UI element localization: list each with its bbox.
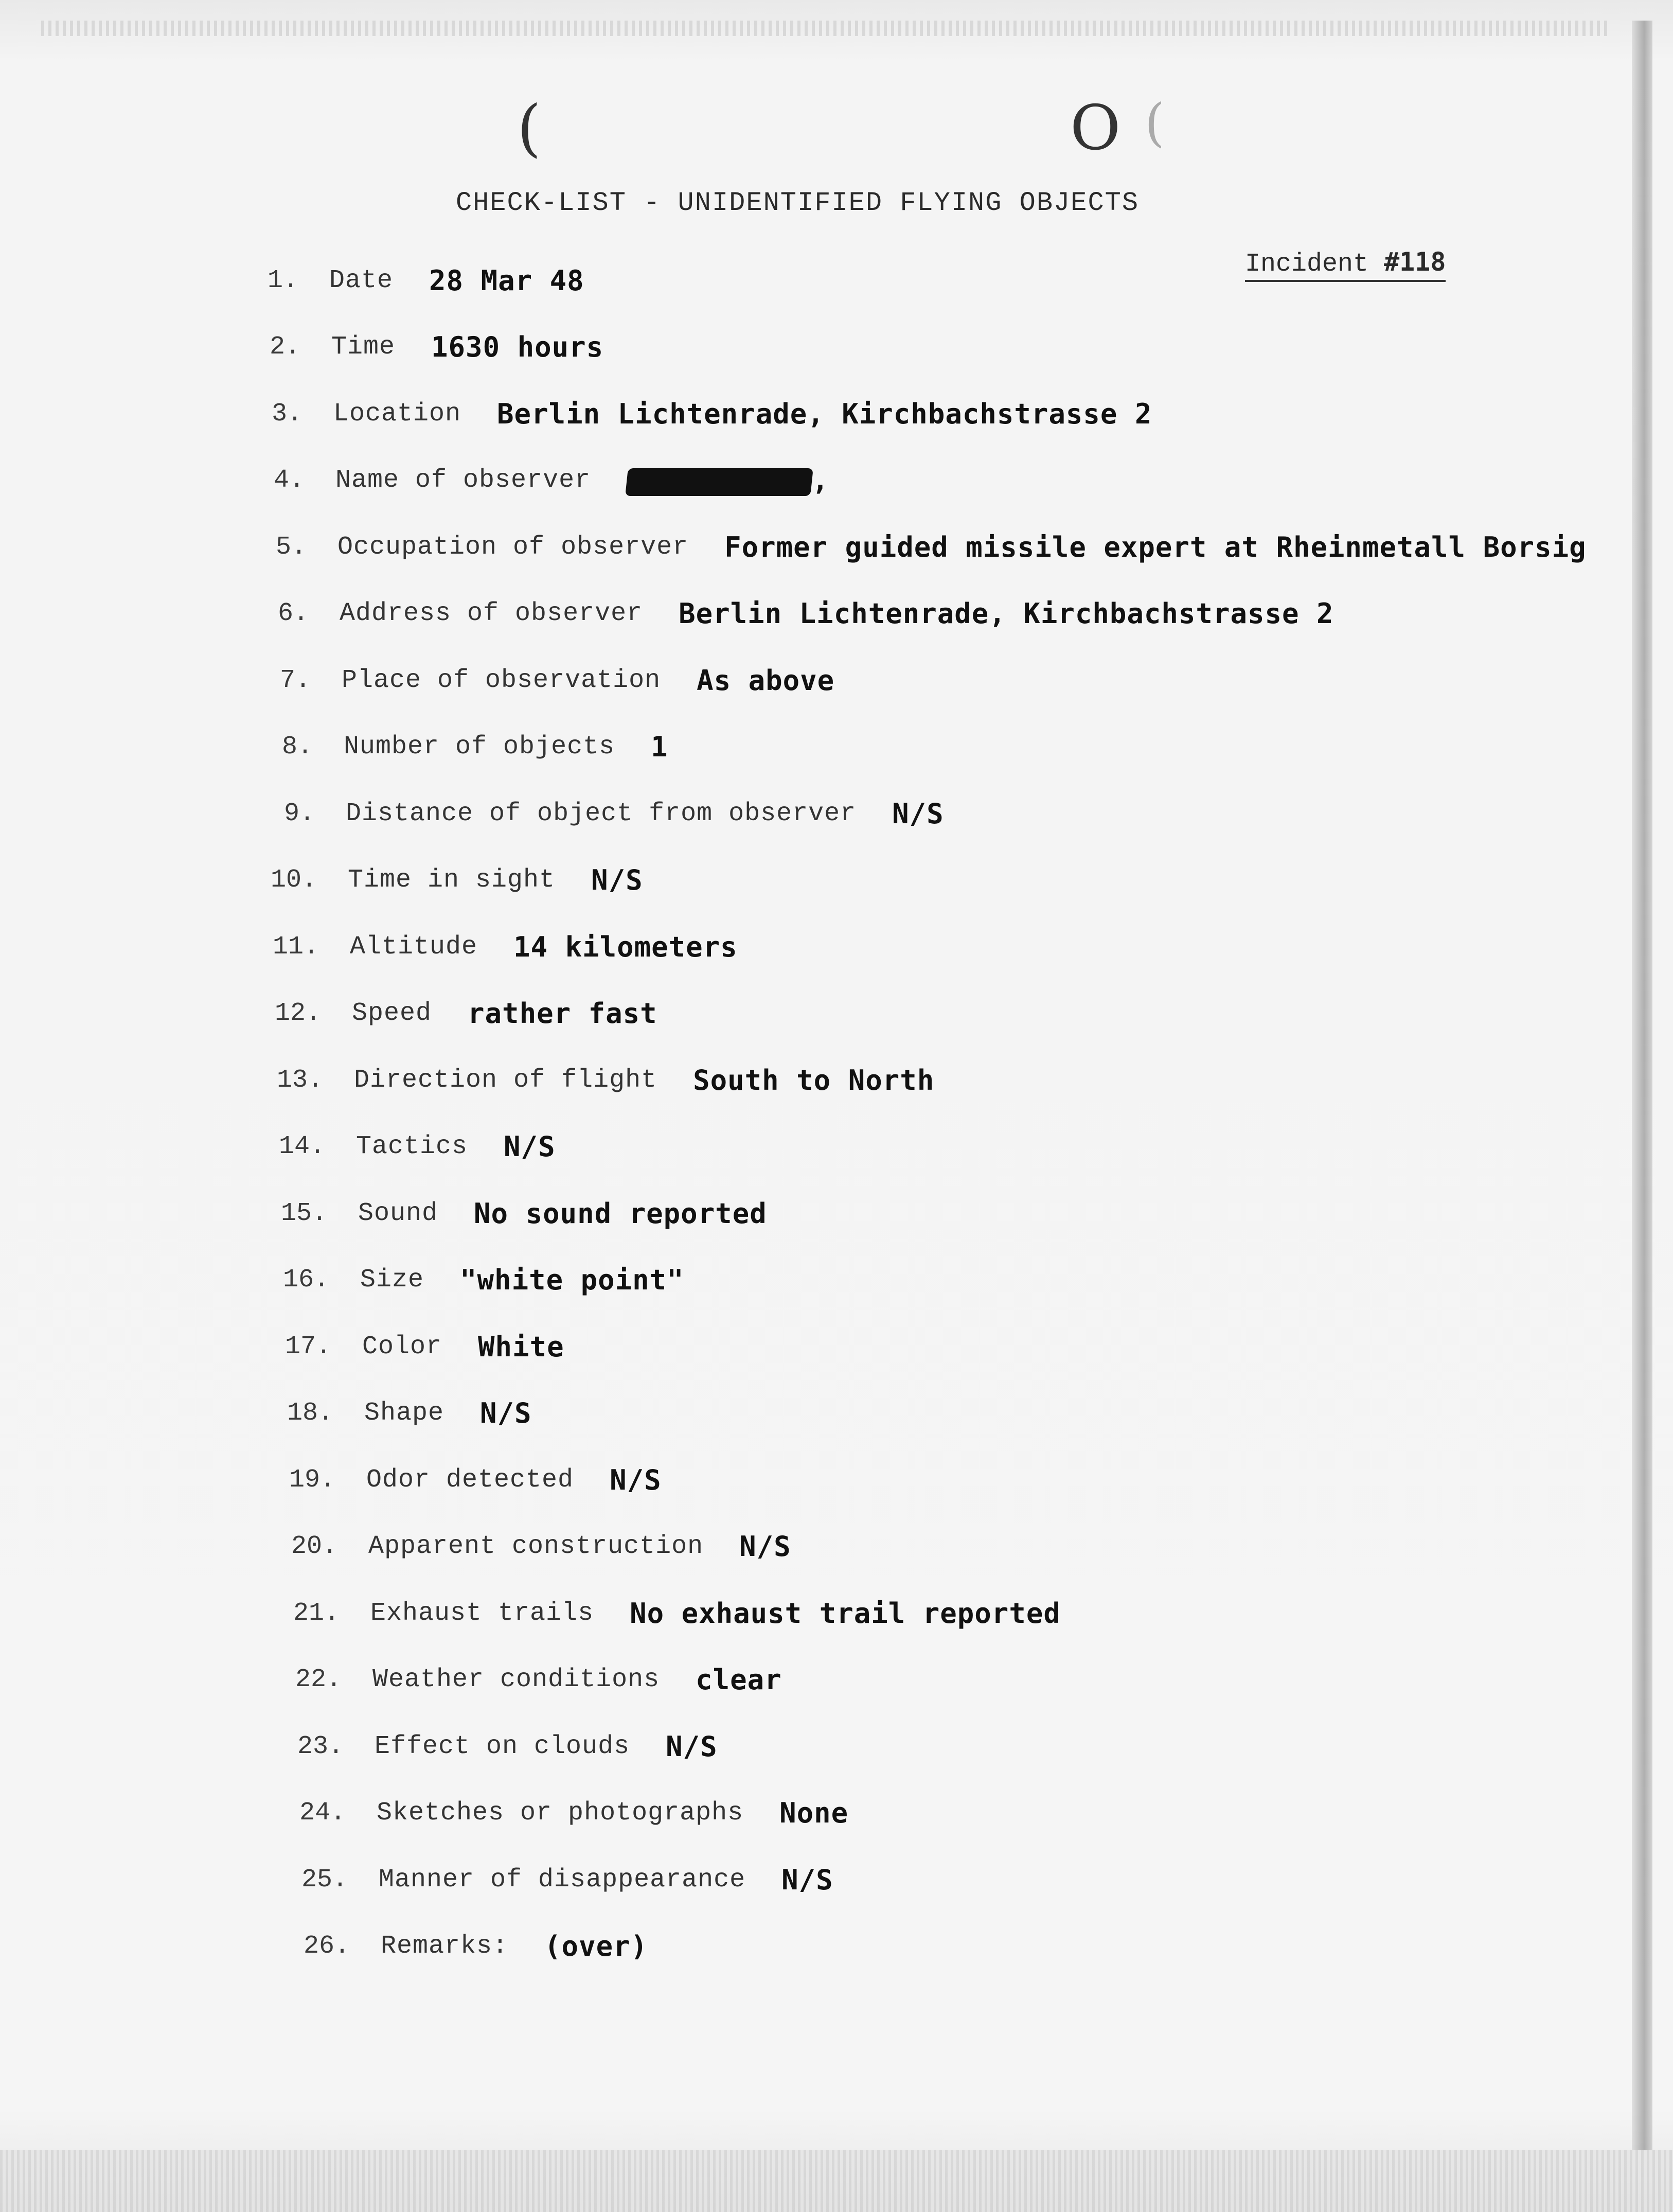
checklist-item-location: 3. Location Berlin Lichtenrade, Kirchbachstrasse 2 xyxy=(271,397,1152,430)
redacted-name: , xyxy=(627,464,829,497)
checklist-item-speed: 12. Speed rather fast xyxy=(274,997,657,1030)
checklist-item-sketches: 24. Sketches or photographs None xyxy=(299,1797,849,1829)
checklist-item-clouds: 23. Effect on clouds N/S xyxy=(297,1730,718,1763)
checklist-item-direction: 13. Direction of flight South to North xyxy=(276,1064,935,1096)
checklist-item-altitude: 11. Altitude 14 kilometers xyxy=(272,930,738,963)
punch-hole-right: O xyxy=(1070,93,1121,164)
checklist-item-date: 1. Date 28 Mar 48 xyxy=(267,264,584,297)
checklist-item-color: 17. Color White xyxy=(284,1330,564,1363)
checklist-item-construction: 20. Apparent construction N/S xyxy=(291,1530,791,1563)
checklist-item-place: 7. Place of observation As above xyxy=(279,664,835,697)
punch-hole-fragment: ( xyxy=(1145,93,1165,153)
checklist-item-tactics: 14. Tactics N/S xyxy=(278,1130,556,1163)
incident-number: #118 xyxy=(1384,247,1446,277)
checklist-item-observer-name: 4. Name of observer , xyxy=(273,464,829,497)
checklist-item-size: 16. Size "white point" xyxy=(282,1264,684,1296)
checklist-item-odor: 19. Odor detected N/S xyxy=(289,1463,662,1496)
redaction-bar xyxy=(625,468,813,496)
checklist-item-remarks: 26. Remarks: (over) xyxy=(303,1930,648,1962)
checklist-item-disappearance: 25. Manner of disappearance N/S xyxy=(301,1863,833,1896)
checklist-item-shape: 18. Shape N/S xyxy=(287,1397,532,1429)
incident-label: Incident xyxy=(1245,250,1369,279)
checklist-item-weather: 22. Weather conditions clear xyxy=(295,1664,782,1696)
incident-header xyxy=(1245,247,1446,282)
checklist-item-exhaust: 21. Exhaust trails No exhaust trail reported xyxy=(293,1597,1061,1630)
checklist-item-address: 6. Address of observer Berlin Lichtenrade, Kirchbachstrasse 2 xyxy=(277,597,1334,630)
scan-edge-right xyxy=(1632,21,1652,2150)
checklist-item-time: 2. Time 1630 hours xyxy=(269,331,604,363)
checklist-item-time-in-sight: 10. Time in sight N/S xyxy=(270,864,643,896)
checklist-item-sound: 15. Sound No sound reported xyxy=(280,1197,767,1230)
punch-hole-left: ( xyxy=(517,93,541,164)
document-title: CHECK-LIST - UNIDENTIFIED FLYING OBJECTS xyxy=(455,188,1140,218)
checklist-item-distance: 9. Distance of object from observer N/S xyxy=(283,797,944,830)
scan-edge-top xyxy=(41,21,1611,36)
checklist-item-number-of-objects: 8. Number of objects 1 xyxy=(281,731,668,763)
scan-edge-bottom xyxy=(0,2150,1673,2212)
checklist-item-occupation: 5. Occupation of observer Former guided missile expert at Rheinmetall Borsig xyxy=(275,530,1587,563)
